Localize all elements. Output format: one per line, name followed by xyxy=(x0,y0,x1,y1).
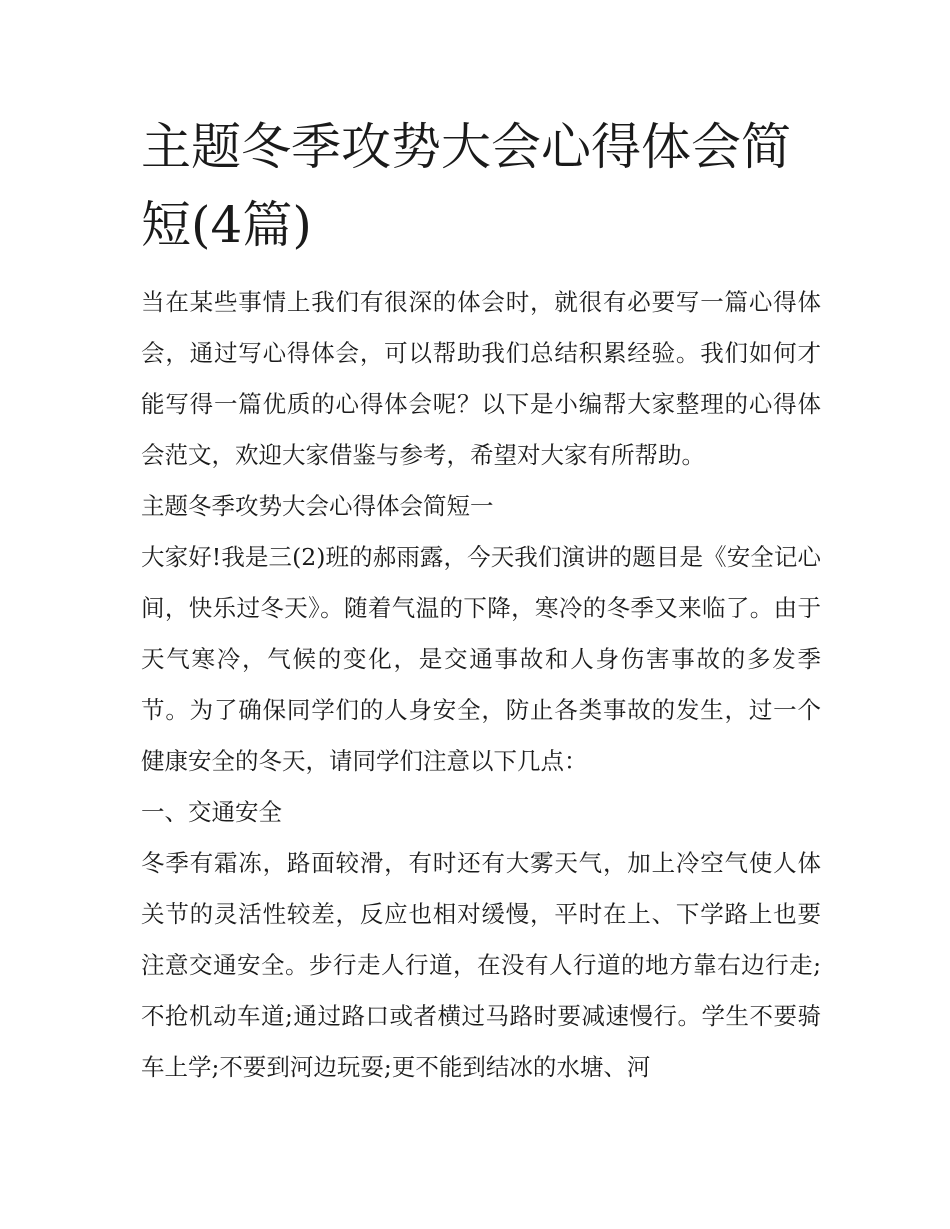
subheading-traffic-safety: 一、交通安全 xyxy=(141,798,282,826)
document-title: 主题冬季攻势大会心得体会简短(4篇) xyxy=(141,118,791,254)
body-paragraph-1: 大家好!我是三(2)班的郝雨露，今天我们演讲的题目是《安全记心间，快乐过冬天》。随着气温的下降，寒冷的冬季又来临了。由于天气寒冷，气候的变化，是交通事故和人身伤害事故的多发季节。为了确保同学们的人身安全，防止各类事故的发生，过一个健康安全的冬天，请同学们注意以下几点： xyxy=(141,543,821,775)
body-paragraph-2: 冬季有霜冻，路面较滑，有时还有大雾天气，加上冷空气使人体关节的灵活性较差，反应也相对缓慢，平时在上、下学路上也要注意交通安全。步行走人行道，在没有人行道的地方靠右边行走;不抢机动车道;通过路口或者横过马路时要减速慢行。学生不要骑车上学;不要到河边玩耍;更不能到结冰的水塘、河 xyxy=(141,849,821,1081)
intro-paragraph: 当在某些事情上我们有很深的体会时，就很有必要写一篇心得体会，通过写心得体会，可以帮助我们总结积累经验。我们如何才能写得一篇优质的心得体会呢？以下是小编帮大家整理的心得体会范文，欢迎大家借鉴与参考，希望对大家有所帮助。 xyxy=(141,288,821,469)
section-title: 主题冬季攻势大会心得体会简短一 xyxy=(141,492,494,520)
document-body xyxy=(141,277,821,1093)
